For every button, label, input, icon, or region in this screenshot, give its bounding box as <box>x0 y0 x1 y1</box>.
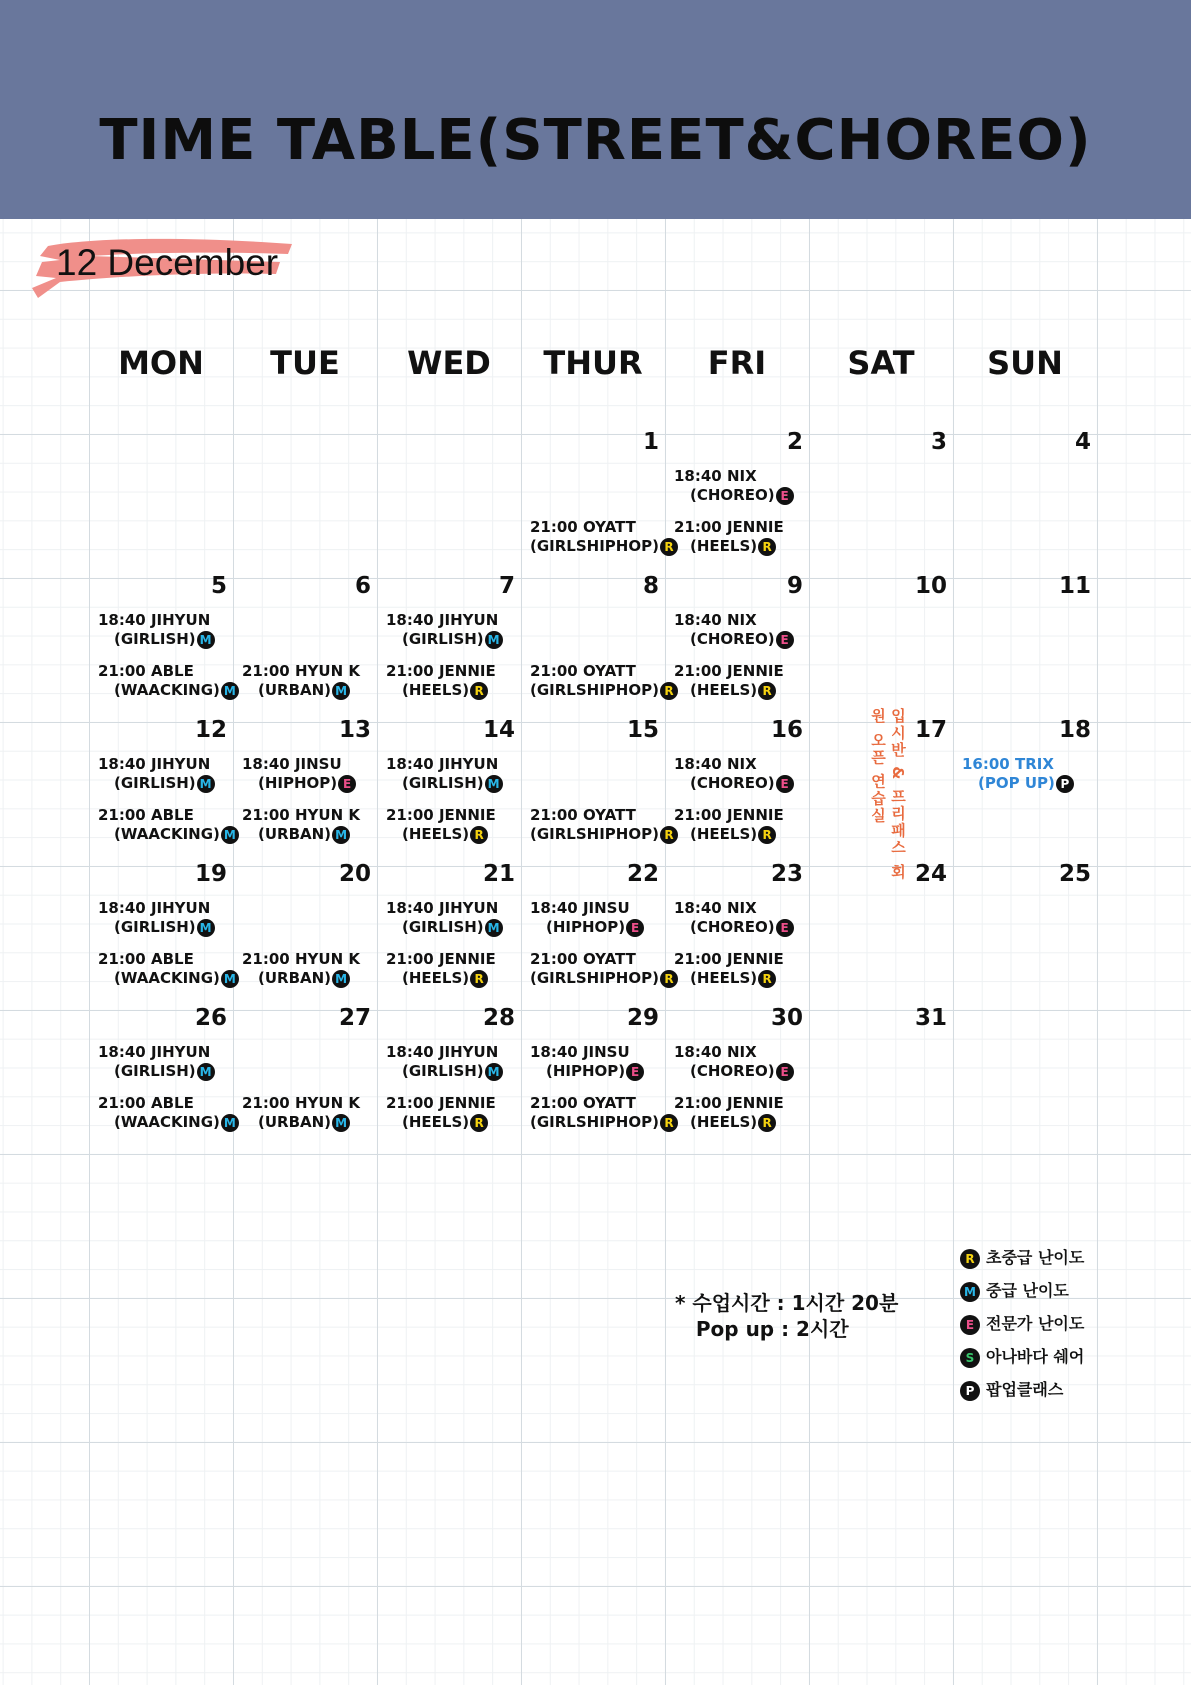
class-time-teacher: 18:40 JIHYUN <box>98 755 211 773</box>
class-time-teacher: 21:00 JENNIE <box>674 662 784 680</box>
class-time-teacher: 18:40 JIHYUN <box>386 611 499 629</box>
class-genre <box>530 918 680 937</box>
badge-r-icon: R <box>660 826 678 844</box>
class-genre <box>530 1062 680 1081</box>
badge-e-icon: E <box>776 775 794 793</box>
class-genre <box>386 918 536 937</box>
class-genre-label: (GIRLISH) <box>114 1062 196 1080</box>
class-genre <box>386 1062 536 1081</box>
class-entry <box>386 611 536 649</box>
class-genre-label: (GIRLISH) <box>402 630 484 648</box>
class-genre-label: (GIRLSHIPHOP) <box>530 969 659 987</box>
badge-m-icon: M <box>960 1282 980 1302</box>
weekday-fri: FRI <box>707 344 767 382</box>
badge-m-icon: M <box>197 919 215 937</box>
date-number: 25 <box>1058 861 1091 887</box>
legend-item <box>960 1344 1084 1377</box>
date-number: 31 <box>914 1005 947 1031</box>
class-genre <box>242 969 392 988</box>
badge-m-icon: M <box>197 631 215 649</box>
class-genre-label: (GIRLISH) <box>114 918 196 936</box>
class-entry <box>242 950 392 988</box>
class-time-note: * 수업시간 : 1시간 20분 Pop up : 2시간 <box>675 1291 899 1341</box>
class-genre-label: (HEELS) <box>690 537 758 555</box>
class-genre-label: (WAACKING) <box>114 825 220 843</box>
class-genre <box>98 825 248 844</box>
weekday-tue: TUE <box>270 344 340 382</box>
class-genre <box>674 537 824 556</box>
class-genre-label: (HIPHOP) <box>546 918 626 936</box>
class-time-teacher: 18:40 JIHYUN <box>386 899 499 917</box>
date-number: 10 <box>914 573 947 599</box>
class-genre-label: (URBAN) <box>258 1113 332 1131</box>
badge-m-icon: M <box>197 1063 215 1081</box>
class-time-teacher: 21:00 JENNIE <box>386 950 496 968</box>
class-genre <box>98 1113 248 1132</box>
badge-r-icon: R <box>660 538 678 556</box>
date-number: 12 <box>194 717 227 743</box>
page-title: TIME TABLE(STREET&CHOREO) <box>99 108 1092 173</box>
class-time-teacher: 21:00 JENNIE <box>674 518 784 536</box>
class-genre-label: (URBAN) <box>258 969 332 987</box>
class-entry <box>386 1043 536 1081</box>
date-number: 17 <box>914 717 947 743</box>
legend-item <box>960 1278 1084 1311</box>
class-entry <box>674 611 824 649</box>
class-entry <box>242 806 392 844</box>
class-genre-label: (HEELS) <box>402 681 470 699</box>
badge-m-icon: M <box>332 682 350 700</box>
class-genre <box>386 969 536 988</box>
class-entry <box>674 755 824 793</box>
class-entry <box>98 1094 248 1132</box>
class-genre <box>674 681 824 700</box>
class-entry <box>98 1043 248 1081</box>
date-number: 18 <box>1058 717 1091 743</box>
class-genre-label: (GIRLISH) <box>114 774 196 792</box>
class-genre <box>98 681 248 700</box>
month-label-area <box>30 232 300 300</box>
class-entry <box>674 662 824 700</box>
class-time-teacher: 18:40 NIX <box>674 1043 757 1061</box>
badge-p-icon: P <box>1056 775 1074 793</box>
class-genre-label: (CHOREO) <box>690 486 775 504</box>
class-time-teacher: 18:40 JIHYUN <box>98 611 211 629</box>
legend-item <box>960 1311 1084 1344</box>
class-genre-label: (HIPHOP) <box>546 1062 626 1080</box>
class-time-teacher: 21:00 HYUN K <box>242 1094 360 1112</box>
class-entry <box>98 899 248 937</box>
class-time-teacher: 18:40 JIHYUN <box>98 1043 211 1061</box>
class-genre-label: (GIRLSHIPHOP) <box>530 537 659 555</box>
class-time-teacher: 21:00 HYUN K <box>242 950 360 968</box>
badge-r-icon: R <box>758 682 776 700</box>
badge-r-icon: R <box>470 970 488 988</box>
badge-s-icon: S <box>960 1348 980 1368</box>
class-genre-label: (WAACKING) <box>114 1113 220 1131</box>
date-number: 13 <box>338 717 371 743</box>
date-number: 26 <box>194 1005 227 1031</box>
class-genre <box>530 825 680 844</box>
badge-m-icon: M <box>332 1114 350 1132</box>
date-number: 6 <box>354 573 371 599</box>
class-time-teacher: 21:00 JENNIE <box>386 806 496 824</box>
date-number: 29 <box>626 1005 659 1031</box>
class-entry <box>98 755 248 793</box>
class-genre <box>674 774 824 793</box>
badge-r-icon: R <box>758 970 776 988</box>
badge-r-icon: R <box>758 538 776 556</box>
class-entry <box>530 518 680 556</box>
badge-r-icon: R <box>758 826 776 844</box>
class-time-teacher: 21:00 HYUN K <box>242 806 360 824</box>
class-genre <box>242 681 392 700</box>
date-number: 15 <box>626 717 659 743</box>
class-time-teacher: 18:40 JIHYUN <box>386 755 499 773</box>
class-entry <box>530 899 680 937</box>
weekday-mon: MON <box>118 344 204 382</box>
class-genre <box>386 774 536 793</box>
class-genre-label: (CHOREO) <box>690 918 775 936</box>
class-genre <box>98 1062 248 1081</box>
badge-r-icon: R <box>758 1114 776 1132</box>
date-number: 9 <box>786 573 803 599</box>
legend-label: 중급 난이도 <box>986 1281 1069 1300</box>
class-time-teacher: 21:00 JENNIE <box>674 950 784 968</box>
class-genre-label: (CHOREO) <box>690 1062 775 1080</box>
date-number: 19 <box>194 861 227 887</box>
class-genre <box>674 825 824 844</box>
class-genre <box>530 681 680 700</box>
class-time-teacher: 21:00 OYATT <box>530 806 636 824</box>
class-genre-label: (HIPHOP) <box>258 774 338 792</box>
date-number: 11 <box>1058 573 1091 599</box>
legend-item <box>960 1377 1084 1410</box>
badge-e-icon: E <box>776 631 794 649</box>
badge-e-icon: E <box>626 1063 644 1081</box>
class-genre-label: (GIRLISH) <box>114 630 196 648</box>
class-time-teacher: 21:00 JENNIE <box>674 806 784 824</box>
class-time-teacher: 21:00 HYUN K <box>242 662 360 680</box>
date-number: 7 <box>498 573 515 599</box>
class-time-teacher: 21:00 ABLE <box>98 662 194 680</box>
class-genre <box>386 1113 536 1132</box>
badge-r-icon: R <box>470 1114 488 1132</box>
open-practice-note <box>868 708 908 888</box>
weekday-sat: SAT <box>847 344 915 382</box>
badge-e-icon: E <box>776 487 794 505</box>
class-genre-label: (GIRLISH) <box>402 918 484 936</box>
class-genre <box>242 825 392 844</box>
class-entry <box>530 1043 680 1081</box>
class-entry <box>98 662 248 700</box>
class-genre-label: (HEELS) <box>402 825 470 843</box>
class-time-teacher: 21:00 OYATT <box>530 518 636 536</box>
class-genre <box>674 1062 824 1081</box>
class-entry <box>530 1094 680 1132</box>
date-number: 20 <box>338 861 371 887</box>
class-entry <box>242 1094 392 1132</box>
class-time-teacher: 18:40 JINSU <box>530 1043 630 1061</box>
class-genre <box>674 486 824 505</box>
weekday-thur: THUR <box>543 344 643 382</box>
date-number: 8 <box>642 573 659 599</box>
class-time-teacher: 21:00 ABLE <box>98 1094 194 1112</box>
class-genre <box>530 1113 680 1132</box>
badge-m-icon: M <box>221 970 239 988</box>
class-time-teacher: 18:40 NIX <box>674 611 757 629</box>
class-genre <box>98 918 248 937</box>
class-entry <box>530 662 680 700</box>
date-number: 27 <box>338 1005 371 1031</box>
weekday-sun: SUN <box>987 344 1063 382</box>
class-time-teacher: 18:40 JINSU <box>242 755 342 773</box>
badge-m-icon: M <box>332 970 350 988</box>
class-genre <box>98 630 248 649</box>
class-genre-label: (HEELS) <box>690 1113 758 1131</box>
class-entry <box>386 662 536 700</box>
class-time-teacher: 18:40 NIX <box>674 755 757 773</box>
class-time-teacher: 18:40 JINSU <box>530 899 630 917</box>
class-genre-label: (HEELS) <box>690 825 758 843</box>
class-time-teacher: 21:00 JENNIE <box>386 1094 496 1112</box>
class-entry <box>530 950 680 988</box>
badge-m-icon: M <box>485 631 503 649</box>
class-entry <box>242 662 392 700</box>
class-genre <box>530 537 680 556</box>
class-time-teacher: 21:00 JENNIE <box>674 1094 784 1112</box>
date-number: 28 <box>482 1005 515 1031</box>
class-genre <box>386 630 536 649</box>
class-entry <box>674 950 824 988</box>
class-genre <box>242 774 392 793</box>
class-time-teacher: 18:40 JIHYUN <box>98 899 211 917</box>
date-number: 23 <box>770 861 803 887</box>
date-number: 21 <box>482 861 515 887</box>
badge-m-icon: M <box>197 775 215 793</box>
class-genre-label: (WAACKING) <box>114 681 220 699</box>
badge-e-icon: E <box>338 775 356 793</box>
class-genre-label: (CHOREO) <box>690 774 775 792</box>
badge-r-icon: R <box>470 682 488 700</box>
class-genre-label: (WAACKING) <box>114 969 220 987</box>
class-genre <box>674 918 824 937</box>
class-entry <box>674 899 824 937</box>
badge-m-icon: M <box>485 775 503 793</box>
class-genre <box>674 630 824 649</box>
class-genre <box>98 774 248 793</box>
class-genre-label: (GIRLSHIPHOP) <box>530 1113 659 1131</box>
difficulty-legend <box>960 1245 1084 1410</box>
class-entry <box>98 806 248 844</box>
class-time-teacher: 18:40 NIX <box>674 899 757 917</box>
class-genre-label: (POP UP) <box>978 774 1055 792</box>
class-entry <box>674 467 824 505</box>
class-time-teacher: 21:00 OYATT <box>530 662 636 680</box>
class-entry <box>674 518 824 556</box>
class-genre <box>962 774 1112 793</box>
badge-e-icon: E <box>776 1063 794 1081</box>
date-number: 24 <box>914 861 947 887</box>
class-genre <box>530 969 680 988</box>
open-practice-text: 입시반 & 프리패스 회원 오픈 연습실 <box>869 708 907 881</box>
class-genre <box>98 969 248 988</box>
badge-r-icon: R <box>470 826 488 844</box>
date-number: 1 <box>642 429 659 455</box>
class-genre-label: (HEELS) <box>690 681 758 699</box>
class-genre-label: (CHOREO) <box>690 630 775 648</box>
class-genre-label: (HEELS) <box>402 1113 470 1131</box>
badge-p-icon: P <box>960 1381 980 1401</box>
badge-m-icon: M <box>485 919 503 937</box>
badge-m-icon: M <box>485 1063 503 1081</box>
class-genre-label: (HEELS) <box>690 969 758 987</box>
weekday-wed: WED <box>407 344 491 382</box>
badge-m-icon: M <box>221 826 239 844</box>
class-time-teacher: 18:40 JIHYUN <box>386 1043 499 1061</box>
class-time-teacher: 16:00 TRIX <box>962 755 1054 773</box>
class-genre <box>386 825 536 844</box>
class-entry <box>530 806 680 844</box>
badge-r-icon: R <box>960 1249 980 1269</box>
legend-label: 전문가 난이도 <box>986 1314 1085 1333</box>
badge-m-icon: M <box>221 682 239 700</box>
class-genre-label: (URBAN) <box>258 681 332 699</box>
date-number: 22 <box>626 861 659 887</box>
legend-item <box>960 1245 1084 1278</box>
class-genre <box>674 1113 824 1132</box>
badge-m-icon: M <box>221 1114 239 1132</box>
badge-e-icon: E <box>960 1315 980 1335</box>
month-label: 12 December <box>56 242 279 283</box>
class-genre-label: (GIRLISH) <box>402 774 484 792</box>
class-genre <box>386 681 536 700</box>
class-entry <box>674 1043 824 1081</box>
class-entry <box>98 950 248 988</box>
class-entry <box>962 755 1112 793</box>
date-number: 16 <box>770 717 803 743</box>
badge-r-icon: R <box>660 970 678 988</box>
class-genre <box>674 969 824 988</box>
class-entry <box>242 755 392 793</box>
date-number: 5 <box>210 573 227 599</box>
class-time-teacher: 21:00 OYATT <box>530 950 636 968</box>
class-genre-label: (GIRLSHIPHOP) <box>530 681 659 699</box>
class-genre <box>242 1113 392 1132</box>
class-time-teacher: 21:00 OYATT <box>530 1094 636 1112</box>
class-entry <box>98 611 248 649</box>
class-genre-label: (GIRLSHIPHOP) <box>530 825 659 843</box>
class-entry <box>386 755 536 793</box>
class-genre-label: (URBAN) <box>258 825 332 843</box>
class-entry <box>386 899 536 937</box>
legend-label: 아나바다 쉐어 <box>986 1347 1085 1366</box>
class-entry <box>386 806 536 844</box>
class-entry <box>674 1094 824 1132</box>
badge-r-icon: R <box>660 1114 678 1132</box>
class-genre-label: (GIRLISH) <box>402 1062 484 1080</box>
badge-r-icon: R <box>660 682 678 700</box>
class-time-teacher: 18:40 NIX <box>674 467 757 485</box>
badge-e-icon: E <box>626 919 644 937</box>
class-entry <box>386 950 536 988</box>
legend-label: 초중급 난이도 <box>986 1248 1085 1267</box>
date-number: 3 <box>930 429 947 455</box>
legend-label: 팝업클래스 <box>986 1380 1064 1399</box>
class-genre-label: (HEELS) <box>402 969 470 987</box>
badge-m-icon: M <box>332 826 350 844</box>
badge-e-icon: E <box>776 919 794 937</box>
class-time-teacher: 21:00 ABLE <box>98 806 194 824</box>
date-number: 4 <box>1074 429 1091 455</box>
class-time-teacher: 21:00 ABLE <box>98 950 194 968</box>
class-time-teacher: 21:00 JENNIE <box>386 662 496 680</box>
date-number: 14 <box>482 717 515 743</box>
date-number: 30 <box>770 1005 803 1031</box>
class-entry <box>386 1094 536 1132</box>
date-number: 2 <box>786 429 803 455</box>
class-entry <box>674 806 824 844</box>
